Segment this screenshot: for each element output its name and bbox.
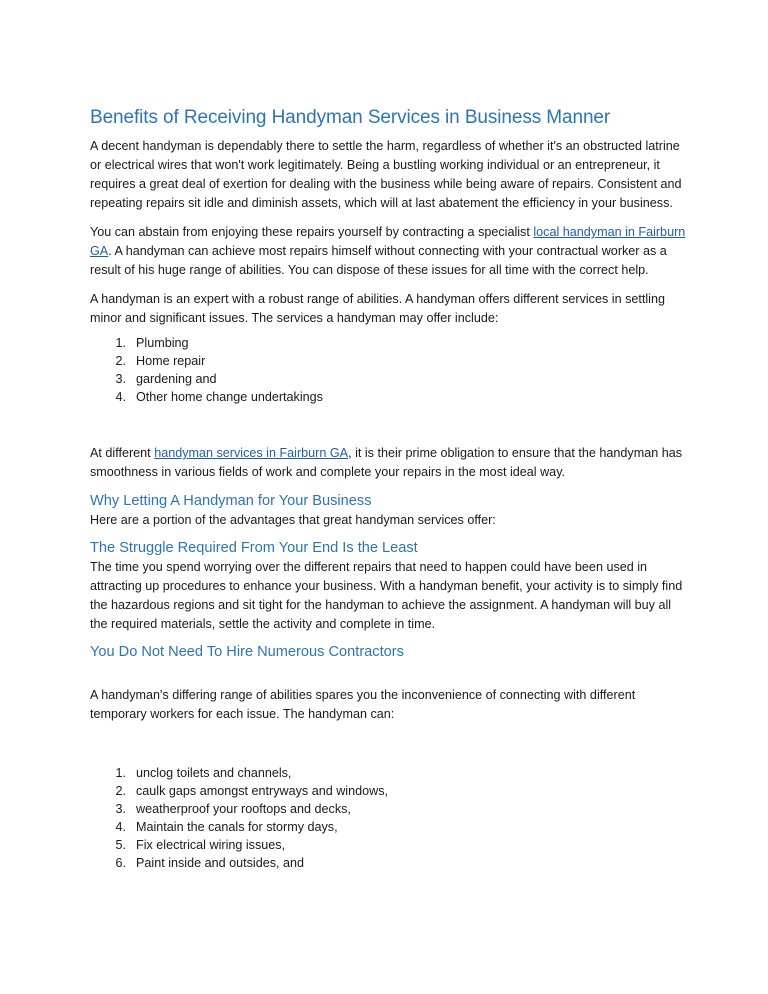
- list-text: Paint inside and outsides, and: [136, 856, 305, 870]
- list-item: [90, 800, 686, 818]
- contractors-heading: You Do Not Need To Hire Numerous Contractors: [90, 644, 404, 660]
- list-item: [90, 836, 686, 854]
- struggle-paragraph: The time you spend worrying over the different repairs that need to happen could have been used in attracting up procedures to enhance your business. With a handyman benefit, your activity is to simply find the hazardous regions and sit tight for the handyman to achieve the assignment. A handyman will buy all the required materials, settle the activity and complete in time.: [90, 560, 683, 631]
- list-number: 6.: [115, 856, 126, 870]
- list-number: 4.: [115, 390, 126, 404]
- contracting-paragraph: [90, 223, 686, 280]
- list-text: Plumbing: [136, 336, 189, 350]
- list-item: [90, 370, 686, 388]
- struggle-heading: The Struggle Required From Your End Is the Least: [90, 540, 418, 556]
- list-item: [90, 782, 686, 800]
- list-item: [90, 854, 686, 872]
- why-heading: Why Letting A Handyman for Your Business: [90, 493, 372, 509]
- list-number: 1.: [115, 766, 126, 780]
- list-number: 2.: [115, 354, 126, 368]
- services-list: [90, 334, 686, 406]
- list-text: caulk gaps amongst entryways and windows,: [136, 784, 389, 798]
- advantages-paragraph: Here are a portion of the advantages that great handyman services offer:: [90, 513, 496, 527]
- list-number: 2.: [115, 784, 126, 798]
- list-item: [90, 764, 686, 782]
- list-item: [90, 388, 686, 406]
- obligation-paragraph: [90, 444, 686, 482]
- paragraph-text: You can abstain from enjoying these repairs yourself by contracting a specialist: [90, 225, 534, 239]
- list-text: gardening and: [136, 372, 217, 386]
- list-number: 1.: [115, 336, 126, 350]
- list-text: Fix electrical wiring issues,: [136, 838, 286, 852]
- list-item: [90, 818, 686, 836]
- list-text: Other home change undertakings: [136, 390, 323, 404]
- local-handyman-link[interactable]: local handyman in Fairburn GA: [90, 225, 686, 258]
- list-number: 3.: [115, 372, 126, 386]
- paragraph-text: , it is their prime obligation to ensure that the handyman has smoothness in various fields of work and complete your repairs in the most ideal way.: [90, 446, 683, 479]
- intro-paragraph: A decent handyman is dependably there to settle the harm, regardless of whether it's an obstructed latrine or electrical wires that won't work legitimately. Being a bustling working individual or an entrepreneur, it requires a great deal of exertion for dealing with the business while being aware of repairs. Consistent and repeating repairs sit idle and diminish assets, which will at last abatement the efficiency in your business.: [90, 139, 682, 210]
- abilities-paragraph: A handyman's differing range of abilities spares you the inconvenience of connecting with different temporary workers for each issue. The handyman can:: [90, 688, 636, 721]
- handyman-tasks-list: [90, 764, 686, 872]
- list-number: 3.: [115, 802, 126, 816]
- list-text: unclog toilets and channels,: [136, 766, 292, 780]
- list-text: Home repair: [136, 354, 206, 368]
- list-text: weatherproof your rooftops and decks,: [136, 802, 351, 816]
- list-text: Maintain the canals for stormy days,: [136, 820, 338, 834]
- list-item: [90, 334, 686, 352]
- paragraph-text: . A handyman can achieve most repairs himself without connecting with your contractual worker as a result of his huge range of abilities. You can dispose of these issues for all time with the correct help.: [90, 244, 667, 277]
- list-item: [90, 352, 686, 370]
- list-number: 4.: [115, 820, 126, 834]
- handyman-services-link[interactable]: handyman services in Fairburn GA: [154, 446, 349, 460]
- page-title: Benefits of Receiving Handyman Services in Business Manner: [90, 107, 611, 128]
- list-number: 5.: [115, 838, 126, 852]
- paragraph-text: At different: [90, 446, 155, 460]
- services-paragraph: A handyman is an expert with a robust range of abilities. A handyman offers different services in settling minor and significant issues. The services a handyman may offer include:: [90, 292, 665, 325]
